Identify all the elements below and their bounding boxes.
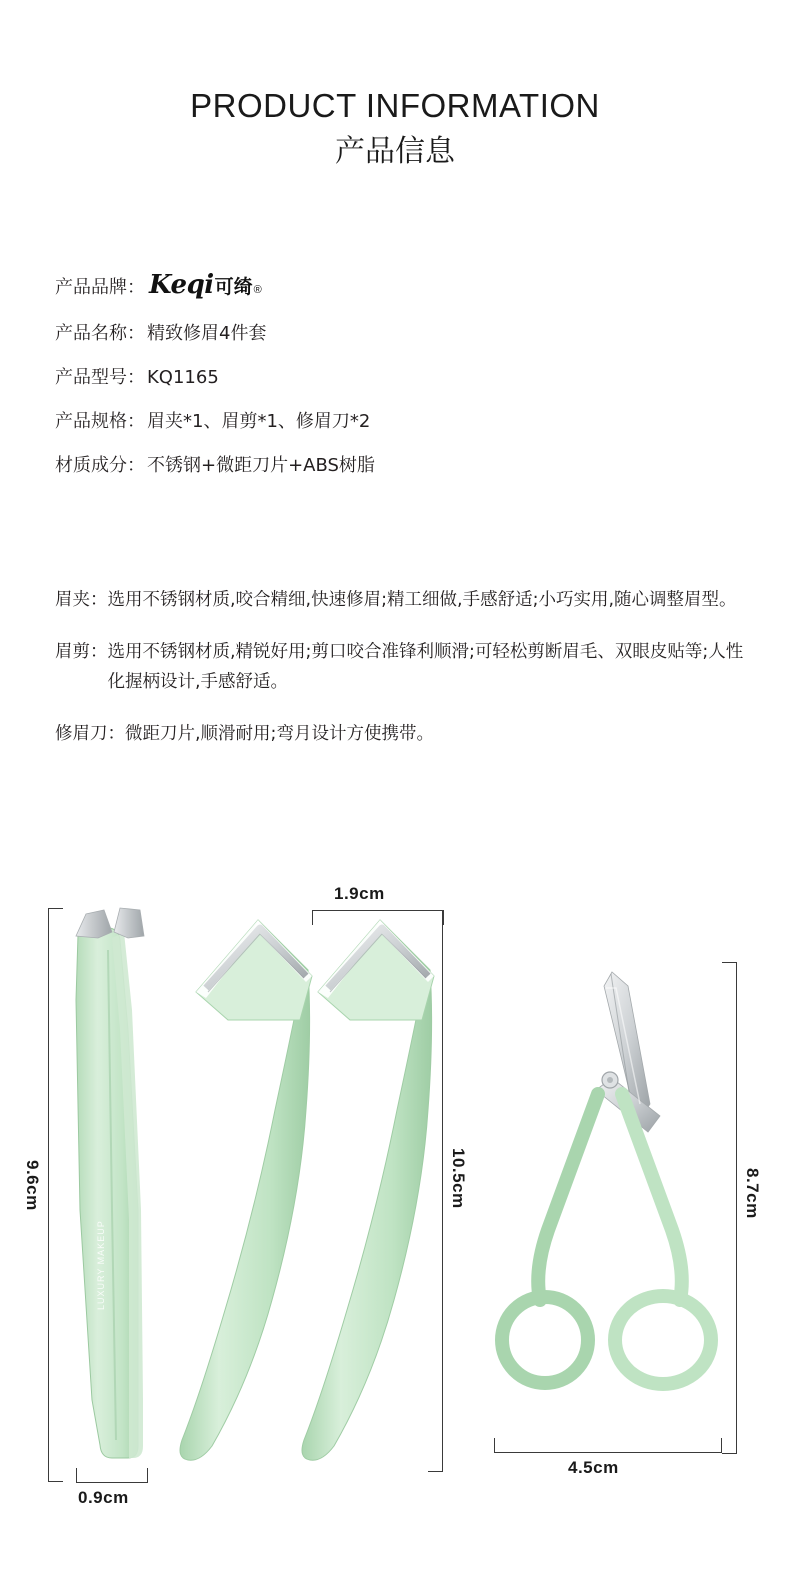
page-header [0, 86, 790, 172]
spec-label-contents: 产品规格： [55, 411, 145, 432]
razor-width-label: 1.9cm [334, 884, 385, 903]
tweezer-etching-text: LUXURY MAKEUP [96, 1220, 106, 1310]
spec-label-name: 产品名称： [55, 323, 145, 344]
description-text-razor: 微距刀片,顺滑耐用;弯月设计方使携带。 [125, 724, 434, 744]
spec-label-model: 产品型号： [55, 367, 145, 388]
spec-value-name: 精致修眉4件套 [147, 323, 267, 344]
spec-label-brand: 产品品牌： [55, 277, 145, 297]
scissor-etching-text: STAINLESS [588, 1120, 617, 1181]
scissor-height-label: 8.7cm [743, 1168, 762, 1219]
tweezer-width-bracket [76, 1468, 148, 1483]
registered-trademark-icon: ® [253, 284, 262, 296]
scissor-illustration [502, 972, 711, 1384]
spec-row-model [55, 365, 745, 391]
description-text-tweezer: 选用不锈钢材质,咬合精细,快速修眉;精工细做,手感舒适;小巧实用,随心调整眉型。 [107, 590, 737, 610]
spec-label-material: 材质成分： [55, 455, 145, 476]
description-row-razor [55, 719, 745, 749]
razor-illustration-1 [180, 920, 312, 1460]
scissor-height-bracket [722, 962, 737, 1454]
razor-width-bracket [312, 910, 444, 925]
description-row-scissor [55, 637, 745, 697]
description-list [55, 585, 745, 771]
brand-logo-cn: 可绮 [214, 276, 253, 298]
page-title-en: PRODUCT INFORMATION [190, 87, 600, 124]
brand-logo [149, 272, 262, 303]
spec-row-material [55, 453, 745, 479]
razor-height-label: 10.5cm [449, 1148, 468, 1209]
spec-row-name [55, 321, 745, 347]
product-photo [0, 880, 790, 1520]
tweezer-height-bracket [48, 908, 63, 1482]
scissor-width-bracket [494, 1438, 722, 1453]
description-row-tweezer [55, 585, 745, 615]
product-illustration [0, 880, 790, 1520]
description-text-scissor: 选用不锈钢材质,精锐好用;剪口咬合准锋利顺滑;可轻松剪断眉毛、双眼皮贴等;人性化握柄设计,手感舒适。 [107, 642, 744, 692]
brand-logo-en: Keqi [149, 270, 214, 300]
razor-illustration-2 [302, 920, 434, 1460]
scissor-width-label: 4.5cm [568, 1458, 619, 1477]
spec-value-contents: 眉夹*1、眉剪*1、修眉刀*2 [147, 411, 371, 432]
spec-value-material: 不锈钢+微距刀片+ABS树脂 [147, 455, 375, 476]
spec-list [55, 272, 745, 497]
tweezer-illustration [76, 908, 144, 1458]
page-title-cn: 产品信息 [335, 134, 455, 169]
razor-height-bracket [428, 910, 443, 1472]
description-label-scissor: 眉剪： [55, 642, 108, 662]
tweezer-width-label: 0.9cm [78, 1488, 129, 1507]
spec-row-brand [55, 272, 745, 303]
spec-row-contents [55, 409, 745, 435]
spec-value-model: KQ1165 [147, 367, 219, 388]
tweezer-height-label: 9.6cm [23, 1160, 42, 1211]
description-label-tweezer: 眉夹： [55, 590, 108, 610]
description-label-razor: 修眉刀： [55, 724, 125, 744]
